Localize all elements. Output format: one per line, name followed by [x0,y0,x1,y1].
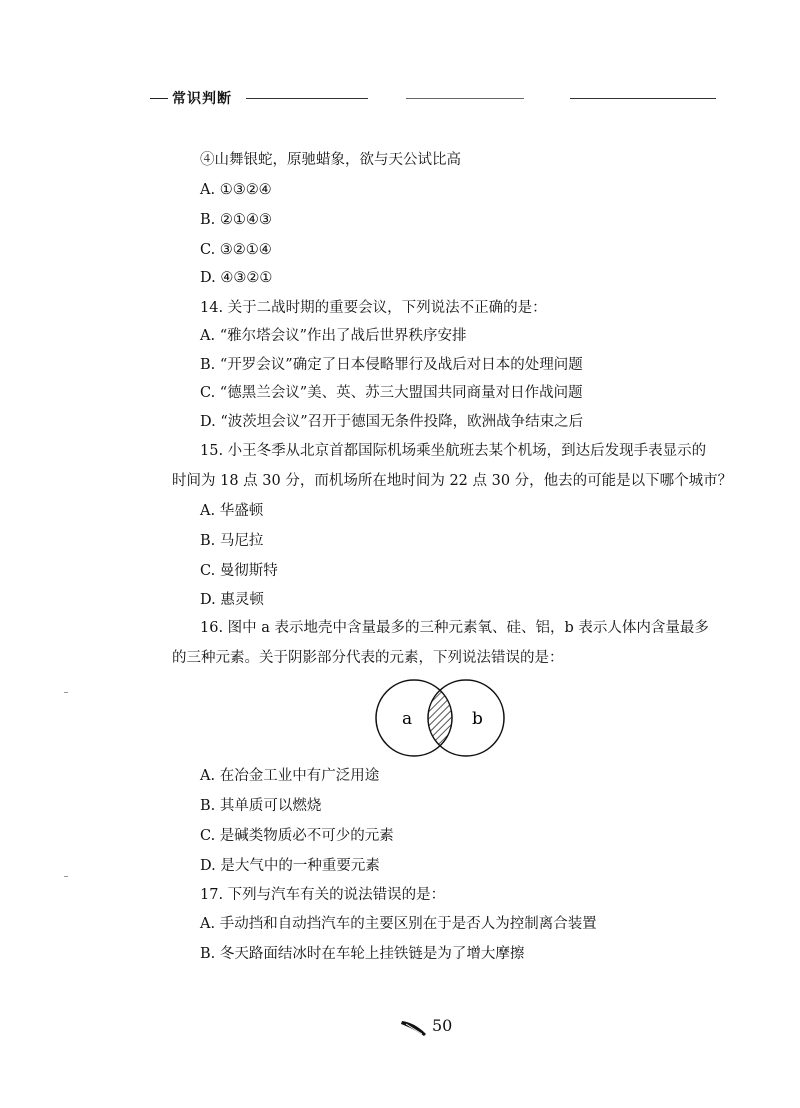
venn-label-b: b [472,709,483,729]
q16-option-c: C. 是碱类物质必不可少的元素 [200,828,394,844]
q14-option-a: A. “雅尔塔会议”作出了战后世界秩序安排 [200,328,467,344]
q15-option-a: A. 华盛顿 [200,503,264,519]
q16-stem-line2: 的三种元素。关于阴影部分代表的元素，下列说法错误的是： [172,650,564,666]
section-title: 常识判断 [172,91,232,107]
q14-option-d: D. “波茨坦会议”召开于德国无条件投降，欧洲战争结束之后 [200,414,584,430]
q15-option-d: D. 惠灵顿 [200,592,264,608]
scan-margin-mark [64,876,68,877]
venn-label-a: a [402,709,413,729]
header-dash [150,98,168,99]
q15-option-c: C. 曼彻斯特 [200,563,278,579]
q16-option-a: A. 在冶金工业中有广泛用途 [200,768,380,784]
q13-option-b: B. ②①④③ [200,212,272,228]
q13-option-c: C. ③②①④ [200,242,272,258]
q16-option-b: B. 其单质可以燃烧 [200,798,322,814]
q14-option-b: B. “开罗会议”确定了日本侵略罪行及战后对日本的处理问题 [200,357,583,373]
page-header [150,88,720,108]
q17-option-a: A. 手动挡和自动挡汽车的主要区别在于是否人为控制离合装置 [200,916,597,932]
q15-stem-line2: 时间为 18 点 30 分，而机场所在地时间为 22 点 30 分，他去的可能是以下哪个城市？ [172,473,733,489]
q16-option-d: D. 是大气中的一种重要元素 [200,858,380,874]
header-rule [570,98,716,99]
header-rule [406,98,524,99]
q16-stem-line1: 16. 图中 a 表示地壳中含量最多的三种元素氧、硅、铝，b 表示人体内含量最多 [200,620,709,636]
q14-option-c: C. “德黑兰会议”美、英、苏三大盟国共同商量对日作战问题 [200,385,583,401]
q13-option-d: D. ④③②① [200,270,273,286]
q17-stem: 17. 下列与汽车有关的说法错误的是： [200,887,446,903]
page-number: 50 [432,1016,453,1035]
header-rule [246,98,368,99]
q13-item-4: ④山舞银蛇，原驰蜡象，欲与天公试比高 [200,152,461,168]
venn-diagram [372,676,508,760]
scan-margin-mark [64,692,68,693]
feather-quill-icon [400,1018,430,1038]
q14-stem: 14. 关于二战时期的重要会议，下列说法不正确的是： [200,300,547,316]
q15-stem-line1: 15. 小王冬季从北京首都国际机场乘坐航班去某个机场，到达后发现手表显示的 [200,443,707,459]
q15-option-b: B. 马尼拉 [200,533,264,549]
q17-option-b: B. 冬天路面结冰时在车轮上挂铁链是为了增大摩擦 [200,946,525,962]
q13-option-a: A. ①③②④ [200,182,272,198]
